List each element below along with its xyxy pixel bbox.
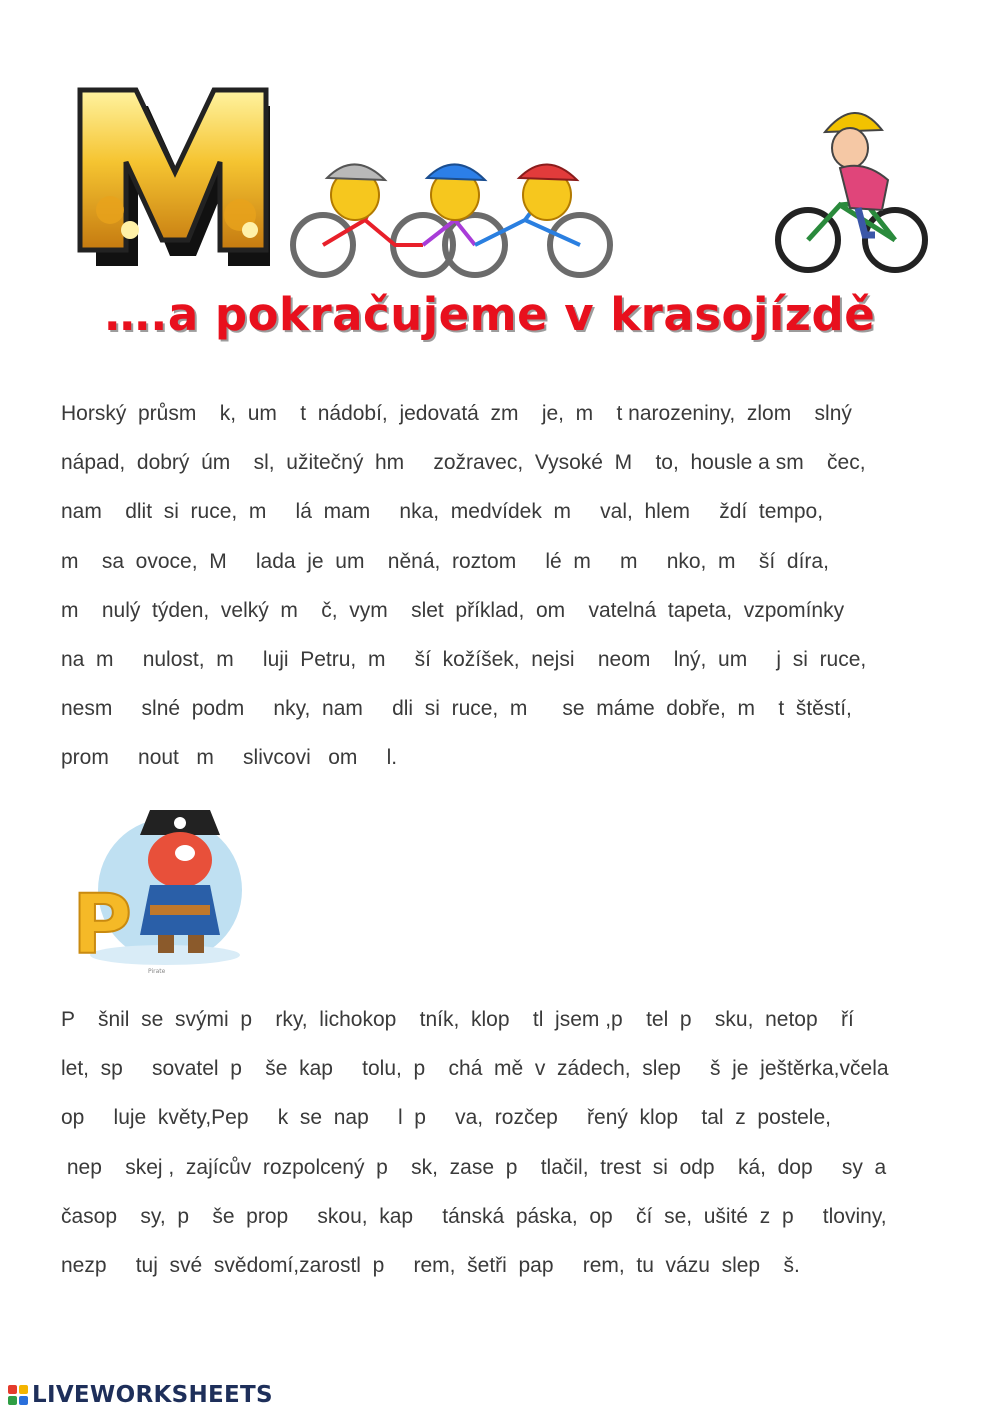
letter-m-illustration	[70, 80, 280, 270]
tandem-bike-riders-illustration	[285, 150, 620, 280]
grandma-cyclist-illustration	[770, 90, 930, 280]
paragraph-line: prom nout m slivcovi om l.	[61, 746, 398, 770]
paragraph-line: nápad, dobrý úm sl, užitečný hm zožravec, Vysoké M to, housle a sm čec,	[61, 451, 866, 475]
paragraph-line: Horský průsm k, um t nádobí, jedovatá zm je, m t narozeniny, zlom slný	[61, 402, 852, 425]
paragraph-line: na m nulost, m luji Petru, m ší kožíšek, nejsi neom lný, um j si ruce,	[61, 647, 867, 671]
logo-blocks-icon	[8, 1385, 28, 1405]
exercise-paragraph-2	[61, 995, 951, 1290]
page-title: ….a pokračujeme v krasojízdě	[104, 288, 876, 341]
paragraph-line: m sa ovoce, M lada je um něná, roztom lé m m nko, m ší díra,	[61, 549, 829, 573]
paragraph-line: nezp tuj své svědomí,zarostl p rem, šetři pap rem, tu vázu slep š.	[61, 1253, 800, 1277]
logo-block	[8, 1385, 17, 1394]
logo-block	[19, 1396, 28, 1405]
brand-name: LIVEWORKSHEETS	[32, 1382, 273, 1408]
paragraph-line: P šnil se svými p rky, lichokop tník, klop tl jsem ,p tel p sku, netop ří	[61, 1008, 854, 1031]
logo-block	[19, 1385, 28, 1394]
liveworksheets-logo[interactable]	[8, 1380, 273, 1410]
pirate-letter-p-illustration	[70, 805, 250, 975]
paragraph-line: nesm slné podm nky, nam dli si ruce, m se máme dobře, m t štěstí,	[61, 697, 852, 721]
logo-block	[8, 1396, 17, 1405]
pirate-letter: P	[72, 878, 133, 973]
paragraph-line: m nulý týden, velký m č, vym slet příklad, om vatelná tapeta, vzpomínky	[61, 598, 845, 622]
paragraph-line: let, sp sovatel p še kap tolu, p chá mě v zádech, slep š je ještěrka,včela	[61, 1057, 889, 1081]
exercise-paragraph-1	[61, 389, 951, 783]
paragraph-line: časop sy, p še prop skou, kap tánská páska, op čí se, ušité z p tloviny,	[61, 1204, 887, 1228]
paragraph-line: nam dlit si ruce, m lá mam nka, medvídek m val, hlem ždí tempo,	[61, 500, 824, 524]
pirate-caption: Pirate	[148, 968, 166, 975]
paragraph-line: nep skej , zajícův rozpolcený p sk, zase p tlačil, trest si odp ká, dop sy a	[61, 1155, 887, 1179]
letter-m-text: M	[70, 80, 71, 81]
paragraph-line: op luje květy,Pep k se nap l p va, rozčep řený klop tal z postele,	[61, 1106, 831, 1130]
